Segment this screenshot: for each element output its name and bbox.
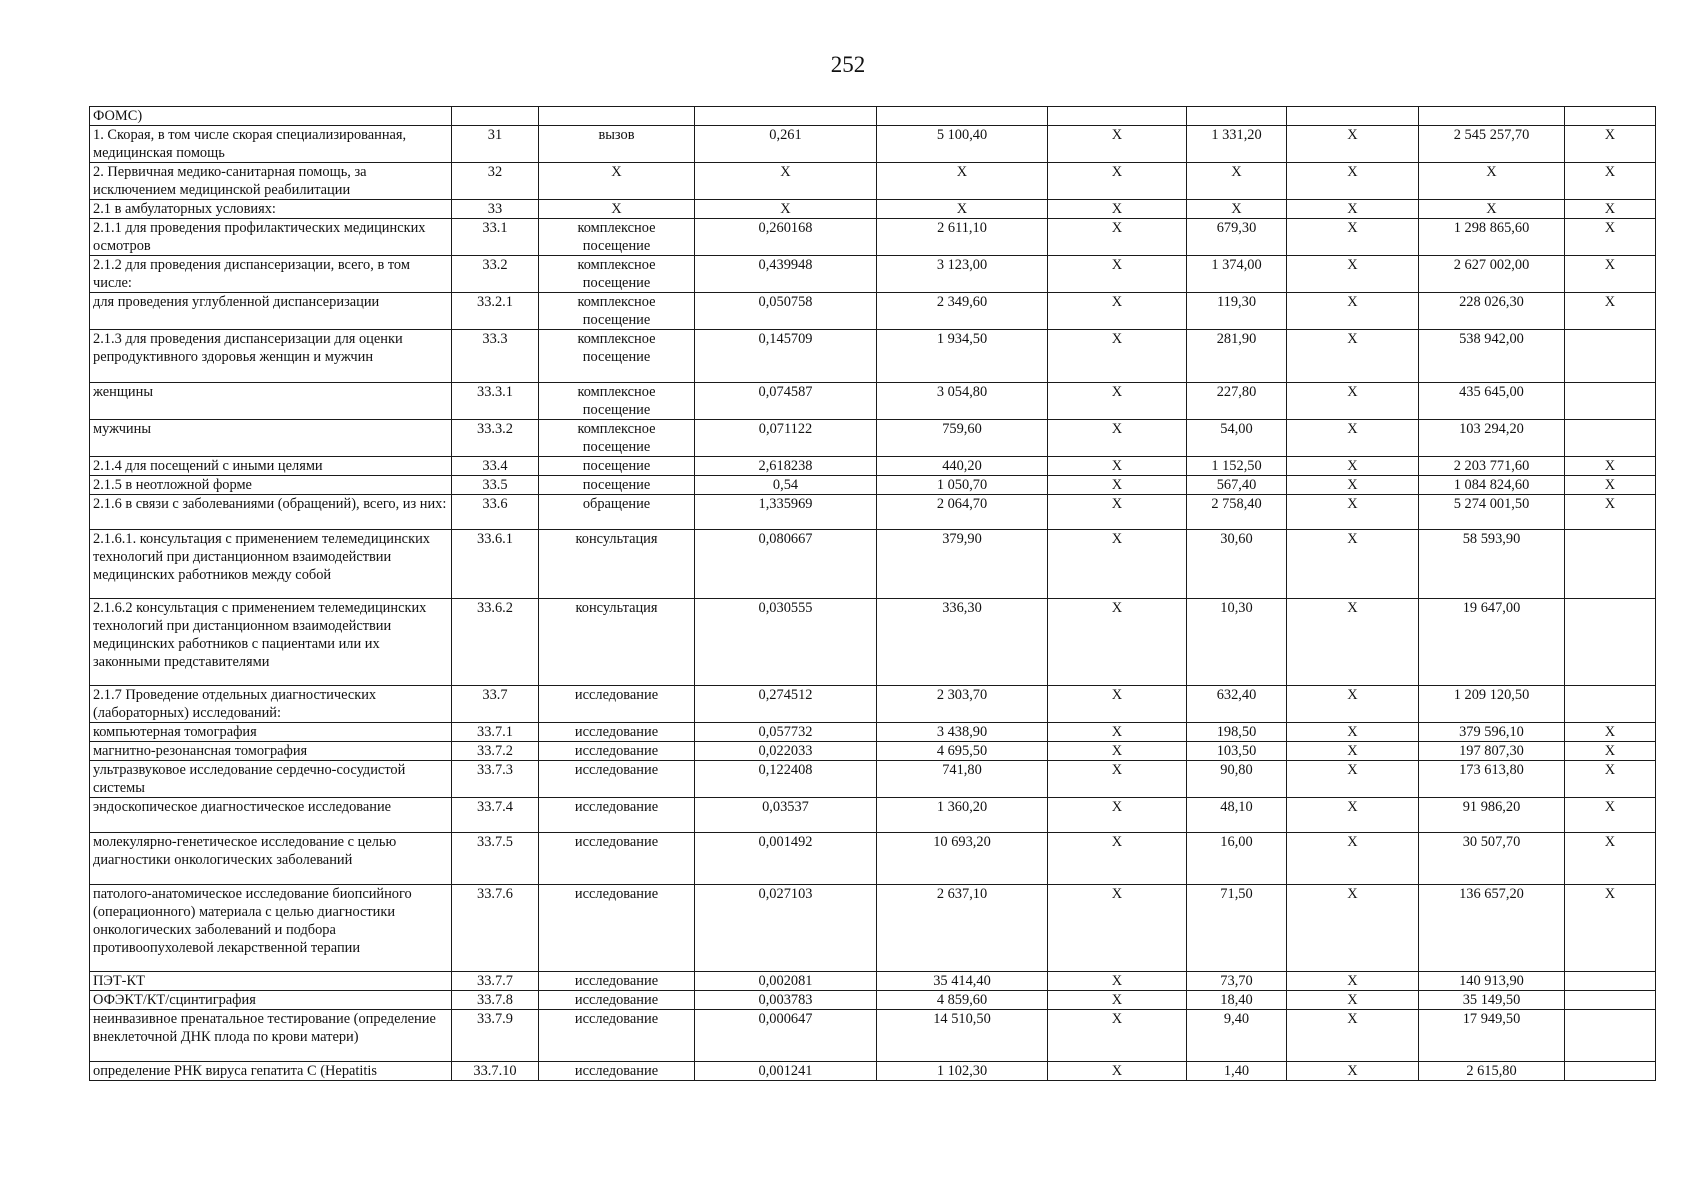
unit-cell: вызов [539, 126, 695, 163]
x-mark-cell: Х [1048, 972, 1187, 991]
x-mark-cell: Х [1287, 495, 1419, 530]
x-mark-cell: Х [1287, 457, 1419, 476]
x-mark-cell [1565, 991, 1656, 1010]
per-capita-cell: 227,80 [1187, 383, 1287, 420]
x-mark-cell: Х [1287, 200, 1419, 219]
header-row [90, 107, 1656, 126]
x-mark-cell: Х [1287, 126, 1419, 163]
per-capita-cell: 30,60 [1187, 530, 1287, 599]
service-name-cell: ПЭТ-КТ [90, 972, 452, 991]
x-mark-cell: Х [1287, 972, 1419, 991]
x-mark-cell: Х [1048, 256, 1187, 293]
cost-cell: 4 695,50 [877, 742, 1048, 761]
table-row [90, 330, 1656, 383]
per-capita-cell: 16,00 [1187, 833, 1287, 885]
x-mark-cell: Х [1565, 833, 1656, 885]
cost-cell: 14 510,50 [877, 1010, 1048, 1062]
cost-cell: 1 050,70 [877, 476, 1048, 495]
norm-cell: 2,618238 [695, 457, 877, 476]
cost-cell: 759,60 [877, 420, 1048, 457]
total-sum-cell: 2 615,80 [1419, 1062, 1565, 1081]
x-mark-cell [1565, 686, 1656, 723]
service-name-cell: молекулярно-генетическое исследование с целью диагностики онкологических заболеваний [90, 833, 452, 885]
total-sum-cell: 91 986,20 [1419, 798, 1565, 833]
table-row [90, 1010, 1656, 1062]
norm-cell: 0,002081 [695, 972, 877, 991]
per-capita-cell: 18,40 [1187, 991, 1287, 1010]
x-mark-cell: Х [1565, 219, 1656, 256]
x-mark-cell: Х [1048, 833, 1187, 885]
per-capita-cell: Х [1187, 163, 1287, 200]
service-name-cell: 2. Первичная медико-санитарная помощь, за исключением медицинской реабилитации [90, 163, 452, 200]
unit-cell: посещение [539, 476, 695, 495]
total-sum-cell: 17 949,50 [1419, 1010, 1565, 1062]
table-row [90, 200, 1656, 219]
cost-cell: 3 438,90 [877, 723, 1048, 742]
unit-cell: консультация [539, 599, 695, 686]
table-row [90, 126, 1656, 163]
x-mark-cell: Х [1287, 163, 1419, 200]
norm-cell: 0,145709 [695, 330, 877, 383]
total-sum-cell: 379 596,10 [1419, 723, 1565, 742]
norm-cell: Х [695, 163, 877, 200]
service-name-cell: 2.1.6.2 консультация с применением телемедицинских технологий при дистанционном взаимодействии медицинских работников с пациентами или их законными представителями [90, 599, 452, 686]
x-mark-cell [1565, 1062, 1656, 1081]
x-mark-cell: Х [1048, 163, 1187, 200]
cost-cell: 2 349,60 [877, 293, 1048, 330]
x-mark-cell: Х [1048, 1062, 1187, 1081]
x-mark-cell [1565, 599, 1656, 686]
norm-cell: 1,335969 [695, 495, 877, 530]
per-capita-cell: 73,70 [1187, 972, 1287, 991]
unit-cell: Х [539, 163, 695, 200]
per-capita-cell: Х [1187, 200, 1287, 219]
service-name-cell: 2.1.3 для проведения диспансеризации для оценки репродуктивного здоровья женщин и мужчин [90, 330, 452, 383]
per-capita-cell: 119,30 [1187, 293, 1287, 330]
cost-cell: 3 054,80 [877, 383, 1048, 420]
unit-cell: комплексное посещение [539, 219, 695, 256]
x-mark-cell: Х [1287, 476, 1419, 495]
x-mark-cell: Х [1048, 383, 1187, 420]
row-number-cell: 33.7.6 [452, 885, 539, 972]
x-mark-cell: Х [1565, 126, 1656, 163]
total-sum-cell: 19 647,00 [1419, 599, 1565, 686]
x-mark-cell: Х [1287, 530, 1419, 599]
header-cell: ФОМС) [90, 107, 452, 126]
x-mark-cell: Х [1048, 798, 1187, 833]
service-name-cell: патолого-анатомическое исследование биопсийного (операционного) материала с целью диагностики онкологических заболеваний и подбора противоопухолевой лекарственной терапии [90, 885, 452, 972]
x-mark-cell [1565, 420, 1656, 457]
x-mark-cell: Х [1048, 991, 1187, 1010]
service-name-cell: ультразвуковое исследование сердечно-сосудистой системы [90, 761, 452, 798]
service-name-cell: эндоскопическое диагностическое исследование [90, 798, 452, 833]
norm-cell: 0,000647 [695, 1010, 877, 1062]
x-mark-cell: Х [1048, 530, 1187, 599]
x-mark-cell: Х [1287, 330, 1419, 383]
service-name-cell: 2.1.7 Проведение отдельных диагностических (лабораторных) исследований: [90, 686, 452, 723]
cost-cell: 35 414,40 [877, 972, 1048, 991]
row-number-cell: 33.7.9 [452, 1010, 539, 1062]
x-mark-cell: Х [1287, 991, 1419, 1010]
total-sum-cell: 2 203 771,60 [1419, 457, 1565, 476]
row-number-cell: 33 [452, 200, 539, 219]
x-mark-cell: Х [1287, 293, 1419, 330]
x-mark-cell: Х [1287, 599, 1419, 686]
cost-cell: 2 064,70 [877, 495, 1048, 530]
service-name-cell: компьютерная томография [90, 723, 452, 742]
table-row [90, 686, 1656, 723]
unit-cell: исследование [539, 1062, 695, 1081]
per-capita-cell: 198,50 [1187, 723, 1287, 742]
x-mark-cell: Х [1287, 219, 1419, 256]
total-sum-cell: 30 507,70 [1419, 833, 1565, 885]
unit-cell: исследование [539, 742, 695, 761]
x-mark-cell: Х [1565, 742, 1656, 761]
norm-cell: 0,03537 [695, 798, 877, 833]
row-number-cell: 33.2.1 [452, 293, 539, 330]
per-capita-cell: 679,30 [1187, 219, 1287, 256]
service-name-cell: 1. Скорая, в том числе скорая специализированная, медицинская помощь [90, 126, 452, 163]
row-number-cell: 33.3.2 [452, 420, 539, 457]
unit-cell: исследование [539, 686, 695, 723]
unit-cell: обращение [539, 495, 695, 530]
total-sum-cell: Х [1419, 163, 1565, 200]
row-number-cell: 33.7.3 [452, 761, 539, 798]
x-mark-cell: Х [1565, 163, 1656, 200]
total-sum-cell: 140 913,90 [1419, 972, 1565, 991]
per-capita-cell: 103,50 [1187, 742, 1287, 761]
row-number-cell: 33.7 [452, 686, 539, 723]
unit-cell: исследование [539, 991, 695, 1010]
norm-cell: 0,54 [695, 476, 877, 495]
unit-cell: комплексное посещение [539, 330, 695, 383]
x-mark-cell: Х [1048, 126, 1187, 163]
service-name-cell: 2.1.5 в неотложной форме [90, 476, 452, 495]
table-row [90, 885, 1656, 972]
norm-cell: 0,027103 [695, 885, 877, 972]
total-sum-cell: 103 294,20 [1419, 420, 1565, 457]
unit-cell: исследование [539, 761, 695, 798]
table-row [90, 1062, 1656, 1081]
total-sum-cell: 136 657,20 [1419, 885, 1565, 972]
unit-cell: исследование [539, 833, 695, 885]
norm-cell: 0,071122 [695, 420, 877, 457]
cost-cell: 5 100,40 [877, 126, 1048, 163]
table-row [90, 723, 1656, 742]
cost-cell: 741,80 [877, 761, 1048, 798]
row-number-cell: 33.6.1 [452, 530, 539, 599]
table-row [90, 530, 1656, 599]
unit-cell: исследование [539, 1010, 695, 1062]
row-number-cell: 33.7.5 [452, 833, 539, 885]
row-number-cell: 33.7.4 [452, 798, 539, 833]
x-mark-cell: Х [1565, 256, 1656, 293]
table-row [90, 495, 1656, 530]
x-mark-cell: Х [1048, 599, 1187, 686]
x-mark-cell: Х [1565, 200, 1656, 219]
row-number-cell: 33.1 [452, 219, 539, 256]
x-mark-cell: Х [1287, 420, 1419, 457]
norm-cell: 0,261 [695, 126, 877, 163]
x-mark-cell: Х [1048, 457, 1187, 476]
norm-cell: 0,001241 [695, 1062, 877, 1081]
x-mark-cell [1565, 1010, 1656, 1062]
total-sum-cell: 2 627 002,00 [1419, 256, 1565, 293]
table-row [90, 833, 1656, 885]
x-mark-cell: Х [1287, 1010, 1419, 1062]
x-mark-cell: Х [1565, 723, 1656, 742]
per-capita-cell: 9,40 [1187, 1010, 1287, 1062]
per-capita-cell: 632,40 [1187, 686, 1287, 723]
table-row [90, 972, 1656, 991]
total-sum-cell: 35 149,50 [1419, 991, 1565, 1010]
row-number-cell: 33.7.7 [452, 972, 539, 991]
norms-table [89, 106, 1656, 1081]
x-mark-cell: Х [1048, 219, 1187, 256]
x-mark-cell: Х [1048, 761, 1187, 798]
total-sum-cell: 1 298 865,60 [1419, 219, 1565, 256]
norm-cell: 0,080667 [695, 530, 877, 599]
norm-cell: 0,439948 [695, 256, 877, 293]
x-mark-cell: Х [1287, 761, 1419, 798]
x-mark-cell: Х [1048, 742, 1187, 761]
table-row [90, 163, 1656, 200]
cost-cell: 1 360,20 [877, 798, 1048, 833]
unit-cell: консультация [539, 530, 695, 599]
table-row [90, 991, 1656, 1010]
per-capita-cell: 48,10 [1187, 798, 1287, 833]
row-number-cell: 33.7.1 [452, 723, 539, 742]
x-mark-cell: Х [1048, 420, 1187, 457]
x-mark-cell: Х [1048, 330, 1187, 383]
norm-cell: 0,050758 [695, 293, 877, 330]
x-mark-cell: Х [1287, 798, 1419, 833]
cost-cell: Х [877, 163, 1048, 200]
service-name-cell: определение РНК вируса гепатита С (Hepatitis [90, 1062, 452, 1081]
norm-cell: 0,074587 [695, 383, 877, 420]
table-row [90, 383, 1656, 420]
cost-cell: 10 693,20 [877, 833, 1048, 885]
x-mark-cell [1565, 330, 1656, 383]
norm-cell: 0,001492 [695, 833, 877, 885]
unit-cell: комплексное посещение [539, 420, 695, 457]
x-mark-cell: Х [1287, 833, 1419, 885]
row-number-cell: 33.5 [452, 476, 539, 495]
per-capita-cell: 71,50 [1187, 885, 1287, 972]
service-name-cell: 2.1.6.1. консультация с применением телемедицинских технологий при дистанционном взаимодействии медицинских работников между собой [90, 530, 452, 599]
total-sum-cell: Х [1419, 200, 1565, 219]
unit-cell: исследование [539, 723, 695, 742]
x-mark-cell: Х [1048, 723, 1187, 742]
x-mark-cell [1565, 383, 1656, 420]
total-sum-cell: 2 545 257,70 [1419, 126, 1565, 163]
table-row [90, 476, 1656, 495]
service-name-cell: 2.1.4 для посещений с иными целями [90, 457, 452, 476]
row-number-cell: 33.4 [452, 457, 539, 476]
x-mark-cell: Х [1287, 686, 1419, 723]
service-name-cell: для проведения углубленной диспансеризации [90, 293, 452, 330]
norm-cell: 0,030555 [695, 599, 877, 686]
x-mark-cell: Х [1048, 200, 1187, 219]
row-number-cell: 33.7.8 [452, 991, 539, 1010]
row-number-cell: 33.6 [452, 495, 539, 530]
row-number-cell: 33.2 [452, 256, 539, 293]
norm-cell: 0,260168 [695, 219, 877, 256]
x-mark-cell: Х [1565, 476, 1656, 495]
table-row [90, 256, 1656, 293]
x-mark-cell [1565, 972, 1656, 991]
x-mark-cell: Х [1287, 256, 1419, 293]
page-number: 252 [830, 52, 866, 77]
cost-cell: 379,90 [877, 530, 1048, 599]
x-mark-cell: Х [1287, 1062, 1419, 1081]
service-name-cell: 2.1.2 для проведения диспансеризации, всего, в том числе: [90, 256, 452, 293]
x-mark-cell: Х [1565, 293, 1656, 330]
table-row [90, 293, 1656, 330]
service-name-cell: женщины [90, 383, 452, 420]
per-capita-cell: 1 331,20 [1187, 126, 1287, 163]
cost-cell: 2 303,70 [877, 686, 1048, 723]
norm-cell: Х [695, 200, 877, 219]
per-capita-cell: 281,90 [1187, 330, 1287, 383]
x-mark-cell: Х [1565, 798, 1656, 833]
unit-cell: комплексное посещение [539, 256, 695, 293]
x-mark-cell: Х [1048, 686, 1187, 723]
x-mark-cell: Х [1287, 742, 1419, 761]
x-mark-cell: Х [1048, 293, 1187, 330]
table-row [90, 219, 1656, 256]
unit-cell: Х [539, 200, 695, 219]
per-capita-cell: 90,80 [1187, 761, 1287, 798]
table-row [90, 420, 1656, 457]
unit-cell: исследование [539, 798, 695, 833]
total-sum-cell: 435 645,00 [1419, 383, 1565, 420]
cost-cell: 3 123,00 [877, 256, 1048, 293]
x-mark-cell: Х [1565, 885, 1656, 972]
row-number-cell: 33.6.2 [452, 599, 539, 686]
service-name-cell: 2.1.1 для проведения профилактических медицинских осмотров [90, 219, 452, 256]
per-capita-cell: 567,40 [1187, 476, 1287, 495]
norm-cell: 0,274512 [695, 686, 877, 723]
x-mark-cell: Х [1048, 885, 1187, 972]
unit-cell: комплексное посещение [539, 383, 695, 420]
x-mark-cell: Х [1287, 885, 1419, 972]
norm-cell: 0,022033 [695, 742, 877, 761]
cost-cell: 336,30 [877, 599, 1048, 686]
x-mark-cell: Х [1565, 761, 1656, 798]
x-mark-cell: Х [1287, 383, 1419, 420]
service-name-cell: магнитно-резонансная томография [90, 742, 452, 761]
norm-cell: 0,122408 [695, 761, 877, 798]
x-mark-cell: Х [1287, 723, 1419, 742]
unit-cell: комплексное посещение [539, 293, 695, 330]
service-name-cell: неинвазивное пренатальное тестирование (определение внеклеточной ДНК плода по крови матери) [90, 1010, 452, 1062]
unit-cell: посещение [539, 457, 695, 476]
service-name-cell: 2.1 в амбулаторных условиях: [90, 200, 452, 219]
x-mark-cell: Х [1048, 476, 1187, 495]
service-name-cell: ОФЭКТ/КТ/сцинтиграфия [90, 991, 452, 1010]
total-sum-cell: 197 807,30 [1419, 742, 1565, 761]
table-row [90, 599, 1656, 686]
norm-cell: 0,057732 [695, 723, 877, 742]
total-sum-cell: 5 274 001,50 [1419, 495, 1565, 530]
total-sum-cell: 538 942,00 [1419, 330, 1565, 383]
norm-cell: 0,003783 [695, 991, 877, 1010]
service-name-cell: 2.1.6 в связи с заболеваниями (обращений), всего, из них: [90, 495, 452, 530]
per-capita-cell: 1 374,00 [1187, 256, 1287, 293]
x-mark-cell [1565, 530, 1656, 599]
cost-cell: 4 859,60 [877, 991, 1048, 1010]
cost-cell: Х [877, 200, 1048, 219]
total-sum-cell: 1 084 824,60 [1419, 476, 1565, 495]
row-number-cell: 33.3.1 [452, 383, 539, 420]
table-row [90, 798, 1656, 833]
row-number-cell: 33.7.2 [452, 742, 539, 761]
unit-cell: исследование [539, 885, 695, 972]
x-mark-cell: Х [1048, 1010, 1187, 1062]
cost-cell: 2 611,10 [877, 219, 1048, 256]
total-sum-cell: 228 026,30 [1419, 293, 1565, 330]
total-sum-cell: 173 613,80 [1419, 761, 1565, 798]
service-name-cell: мужчины [90, 420, 452, 457]
cost-cell: 440,20 [877, 457, 1048, 476]
row-number-cell: 33.7.10 [452, 1062, 539, 1081]
total-sum-cell: 1 209 120,50 [1419, 686, 1565, 723]
per-capita-cell: 10,30 [1187, 599, 1287, 686]
per-capita-cell: 1 152,50 [1187, 457, 1287, 476]
per-capita-cell: 1,40 [1187, 1062, 1287, 1081]
cost-cell: 2 637,10 [877, 885, 1048, 972]
per-capita-cell: 2 758,40 [1187, 495, 1287, 530]
table-row [90, 742, 1656, 761]
row-number-cell: 31 [452, 126, 539, 163]
cost-cell: 1 934,50 [877, 330, 1048, 383]
x-mark-cell: Х [1565, 457, 1656, 476]
cost-cell: 1 102,30 [877, 1062, 1048, 1081]
unit-cell: исследование [539, 972, 695, 991]
table-row [90, 457, 1656, 476]
row-number-cell: 33.3 [452, 330, 539, 383]
table-row [90, 761, 1656, 798]
x-mark-cell: Х [1565, 495, 1656, 530]
total-sum-cell: 58 593,90 [1419, 530, 1565, 599]
x-mark-cell: Х [1048, 495, 1187, 530]
row-number-cell: 32 [452, 163, 539, 200]
per-capita-cell: 54,00 [1187, 420, 1287, 457]
